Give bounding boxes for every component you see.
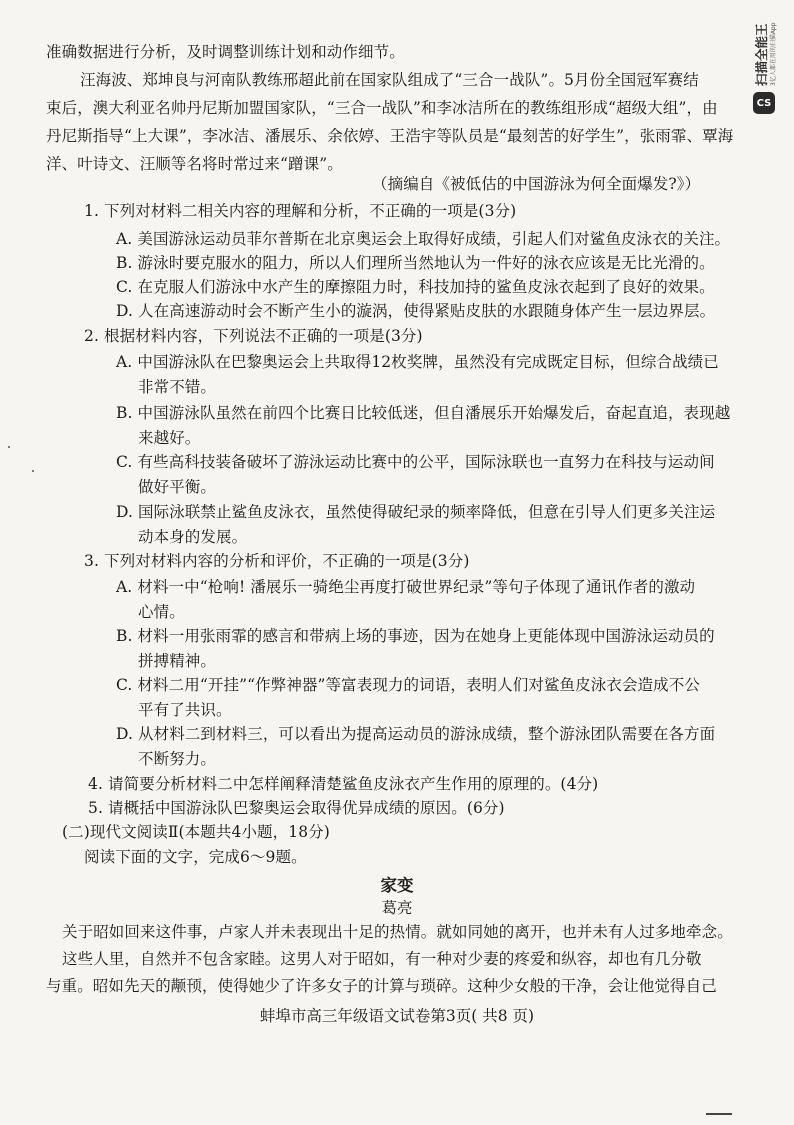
option-text: C. 材料二用“开挂”“作弊神器”等富表现力的词语，表明人们对鲨鱼皮泳衣会造成不公 xyxy=(116,676,700,694)
story-author: 葛亮 xyxy=(381,899,413,917)
question-stem: 2. 根据材料内容，下列说法不正确的一项是(3分) xyxy=(84,327,423,345)
question-stem: 1. 下列对材料二相关内容的理解和分析，不正确的一项是(3分) xyxy=(84,202,517,220)
option-text: D. 人在高速游动时会不断产生小的漩涡，使得紧贴皮肤的水跟随身体产生一层边界层。 xyxy=(116,302,716,320)
option-text-cont: 动本身的发展。 xyxy=(138,528,248,546)
watermark-subtitle: 3亿人都在用的扫描App xyxy=(770,22,777,86)
option-text-cont: 心情。 xyxy=(138,603,185,621)
option-text-cont: 做好平衡。 xyxy=(138,478,217,496)
watermark-name: 扫描全能王 xyxy=(754,23,769,86)
story-line: 这些人里，自然并不包含家睦。这男人对于昭如，有一种对少妻的疼爱和纵容，却也有几分敬 xyxy=(62,950,702,968)
question-stem: 5. 请概括中国游泳队巴黎奥运会取得优异成绩的原因。(6分) xyxy=(88,799,505,817)
section-instruction: 阅读下面的文字，完成6～9题。 xyxy=(84,848,307,866)
option-text: B. 游泳时要克服水的阻力，所以人们理所当然地认为一件好的泳衣应该是无比光滑的。 xyxy=(116,254,715,272)
option-text-cont: 来越好。 xyxy=(138,429,201,447)
para-line: 汪海波、郑坤良与河南队教练邢超此前在国家队组成了“三合一战队”。5月份全国冠军赛结 xyxy=(80,71,699,89)
story-line: 关于昭如回来这件事，卢家人并未表现出十足的热情。就如同她的离开，也并未有人过多地牵念。 xyxy=(62,923,733,941)
page-footer: 蚌埠市高三年级语文试卷第3页( 共8 页) xyxy=(259,1007,535,1025)
story-title: 家变 xyxy=(380,876,414,895)
option-text-cont: 拼搏精神。 xyxy=(138,652,217,670)
option-text: A. 材料一中“枪响! 潘展乐一骑绝尘再度打破世界纪录”等句子体现了通讯作者的激动 xyxy=(116,578,696,596)
question-stem: 3. 下列对材料内容的分析和评价，不正确的一项是(3分) xyxy=(84,552,470,570)
para-line: 洋、叶诗文、汪顺等名将时常过来“蹭课”。 xyxy=(46,155,343,173)
option-text: D. 国际泳联禁止鲨鱼皮泳衣，虽然使得破纪录的频率降低，但意在引导人们更多关注运 xyxy=(116,503,716,521)
scanner-watermark xyxy=(750,6,780,118)
option-text-cont: 不断努力。 xyxy=(138,750,217,768)
scan-mark xyxy=(706,1113,732,1115)
para-line: 准确数据进行分析，及时调整训练计划和动作细节。 xyxy=(46,43,405,61)
option-text: C. 有些高科技装备破坏了游泳运动比赛中的公平，国际泳联也一直努力在科技与运动间 xyxy=(116,453,715,471)
option-text-cont: 平有了共识。 xyxy=(138,701,232,719)
scan-speck xyxy=(8,446,10,448)
option-text: C. 在克服人们游泳中水产生的摩擦阻力时，科技加持的鲨鱼皮泳衣起到了良好的效果。 xyxy=(116,278,715,296)
section-heading: (二)现代文阅读Ⅱ(本题共4小题，18分) xyxy=(62,823,330,841)
cs-logo-icon: CS xyxy=(753,92,775,114)
option-text-cont: 非常不错。 xyxy=(138,378,217,396)
story-line: 与重。昭如先天的颟顸，使得她少了许多女子的计算与琐碎。这种少女般的干净，会让他觉得自己 xyxy=(46,977,717,995)
source-citation: （摘编自《被低估的中国游泳为何全面爆发?》） xyxy=(372,175,701,193)
option-text: B. 中国游泳队虽然在前四个比赛日比较低迷，但自潘展乐开始爆发后，奋起直追，表现越 xyxy=(116,404,731,422)
para-line: 束后，澳大利亚名帅丹尼斯加盟国家队，“三合一战队”和李冰洁所在的教练组形成“超级大组”，由 xyxy=(46,99,718,117)
option-text: D. 从材料二到材料三，可以看出为提高运动员的游泳成绩，整个游泳团队需要在各方面 xyxy=(116,725,716,743)
option-text: A. 中国游泳队在巴黎奥运会上共取得12枚奖牌，虽然没有完成既定目标，但综合战绩已 xyxy=(116,353,719,371)
para-line: 丹尼斯指导“上大课”，李冰洁、潘展乐、余依婷、王浩宇等队员是“最刻苦的好学生”，张雨霏、覃海 xyxy=(46,127,734,145)
scan-speck xyxy=(32,470,34,472)
option-text: B. 材料一用张雨霏的感言和带病上场的事迹，因为在她身上更能体现中国游泳运动员的 xyxy=(116,627,715,645)
question-stem: 4. 请简要分析材料二中怎样阐释清楚鲨鱼皮泳衣产生作用的原理的。(4分) xyxy=(88,775,599,793)
option-text: A. 美国游泳运动员菲尔普斯在北京奥运会上取得好成绩，引起人们对鲨鱼皮泳衣的关注。 xyxy=(116,230,731,248)
